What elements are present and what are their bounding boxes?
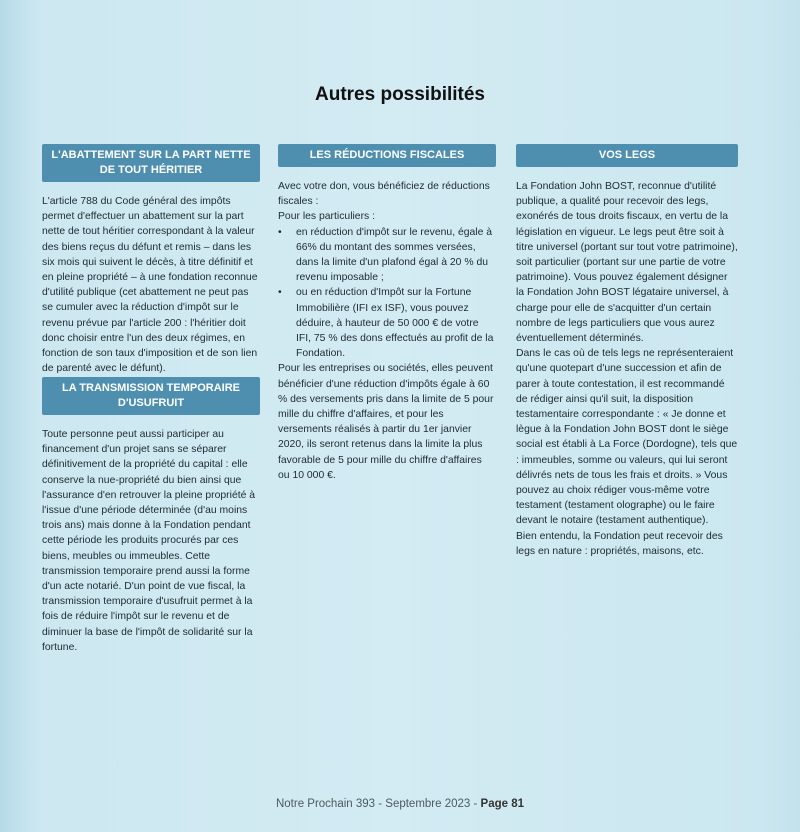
legs-heading: VOS LEGS [516, 144, 738, 167]
legs-paragraph-2: Dans le cas où de tels legs ne représenteraient qu'une quotepart d'une succession et afin de parer à toute contestation, il est recommandé de rédiger ainsi qu'il suit, la disposition testamentaire correspondante : « Je donne et lègue à la Fondation John BOST dont le siège social est établi à La Force (Dordogne), tels que : immeubles, somme ou valeurs, qui lui seront délivrés nets de tous les frais et droits. » Vous pouvez au choix rédiger vous-même votre testament (testament olographe) ou le faire devant le notaire (testament authentique). [516, 348, 738, 527]
list-item [278, 225, 496, 286]
footer-publication: Notre Prochain 393 - Septembre 2023 - [275, 798, 481, 810]
abattement-text [42, 194, 260, 376]
legs-text [516, 179, 738, 559]
transmission-heading: LA TRANSMISSION TEMPORAIRE D'USUFRUIT [42, 377, 260, 415]
column-transmission [42, 377, 260, 655]
reductions-intro: Avec votre don, vous bénéficiez de réductions fiscales : [278, 181, 490, 208]
bullet-text: en réduction d'impôt sur le revenu, égale à 66% du montant des sommes versées, dans la limite d'un plafond égal à 20 % du revenu imposable ; [296, 226, 493, 284]
legs-paragraph-1: La Fondation John BOST, reconnue d'utilité publique, a qualité pour recevoir des legs, exonérés de tous droits fiscaux, en vertu de la législation en vigueur. Le legs peut être soit à titre universel (portant sur tout votre patrimoine), soit particulier (portant sur une partie de votre patrimoine). Vous pouvez également désigner la Fondation John BOST légataire universel, à charge pour elle de s'acquitter d'un certain nombre de legs particuliers que vous aurez éventuellement déterminés. [516, 181, 738, 345]
bullet-text: ou en réduction d'Impôt sur la Fortune Immobilière (IFI ex ISF), vous pouvez déduire, à hauteur de 50 000 € de votre IFI, 75 % des dons effectués au profit de la Fondation. [296, 287, 494, 360]
footer-page-number: Page 81 [480, 798, 525, 810]
reductions-heading: LES RÉDUCTIONS FISCALES [278, 144, 496, 167]
abattement-heading: L'ABATTEMENT SUR LA PART NETTE DE TOUT HÉRITIER [42, 144, 260, 182]
column-legs [516, 144, 738, 559]
abattement-body: L'article 788 du Code général des impôts permet d'effectuer un abattement sur la part nette de tout héritier correspondant à la valeur des biens reçus du défunt et remis – dans les six mois qui suivent le décès, à titre définitif et en pleine propriété – à une fondation reconnue d'utilité publique (cet abattement ne peut pas se cumuler avec la réduction d'impôt sur le revenu prévue par l'article 200 : l'héritier doit donc choisir entre l'un des deux régimes, en fonction de son taux d'imposition et de son lien de parenté avec le défunt). [42, 196, 258, 375]
reductions-entreprises: Pour les entreprises ou sociétés, elles peuvent bénéficier d'une réduction d'impôts égale à 60 % des versements pris dans la limite de 5 pour mille du chiffre d'affaires, et pour les versements réalisés à partir du 1er janvier 2020, ils seront retenus dans la limite la plus favorable de 5 pour mille du chiffre d'affaires ou 10 000 €. [278, 363, 494, 481]
bullet-icon: • [278, 226, 282, 238]
transmission-text [42, 427, 260, 655]
reductions-text [278, 179, 496, 483]
list-item [278, 285, 496, 361]
transmission-body: Toute personne peut aussi participer au financement d'un projet sans se séparer définitivement de la propriété du capital : elle conserve la nue-propriété du bien ainsi que l'assurance d'en retrouver la pleine propriété à l'issue d'une période déterminée (d'au moins trois ans) mais donne à la Fondation pendant cette période les produits procurés par ces biens, meubles ou immeubles. Cette transmission temporaire prend aussi la forme d'un acte notarié. D'un point de vue fiscal, la transmission temporaire d'usufruit permet à la fois de réduire l'impôt sur le revenu et de diminuer la base de l'impôt de solidarité sur la fortune. [42, 429, 256, 653]
reductions-particuliers: Pour les particuliers : [278, 211, 376, 223]
column-reductions [278, 144, 496, 483]
page-title: Autres possibilités [315, 84, 485, 105]
legs-paragraph-3: Bien entendu, la Fondation peut recevoir des legs en nature : propriétés, maisons, etc. [516, 530, 723, 557]
bullet-icon: • [278, 287, 282, 299]
page-footer [0, 798, 800, 810]
column-abattement [42, 144, 260, 376]
